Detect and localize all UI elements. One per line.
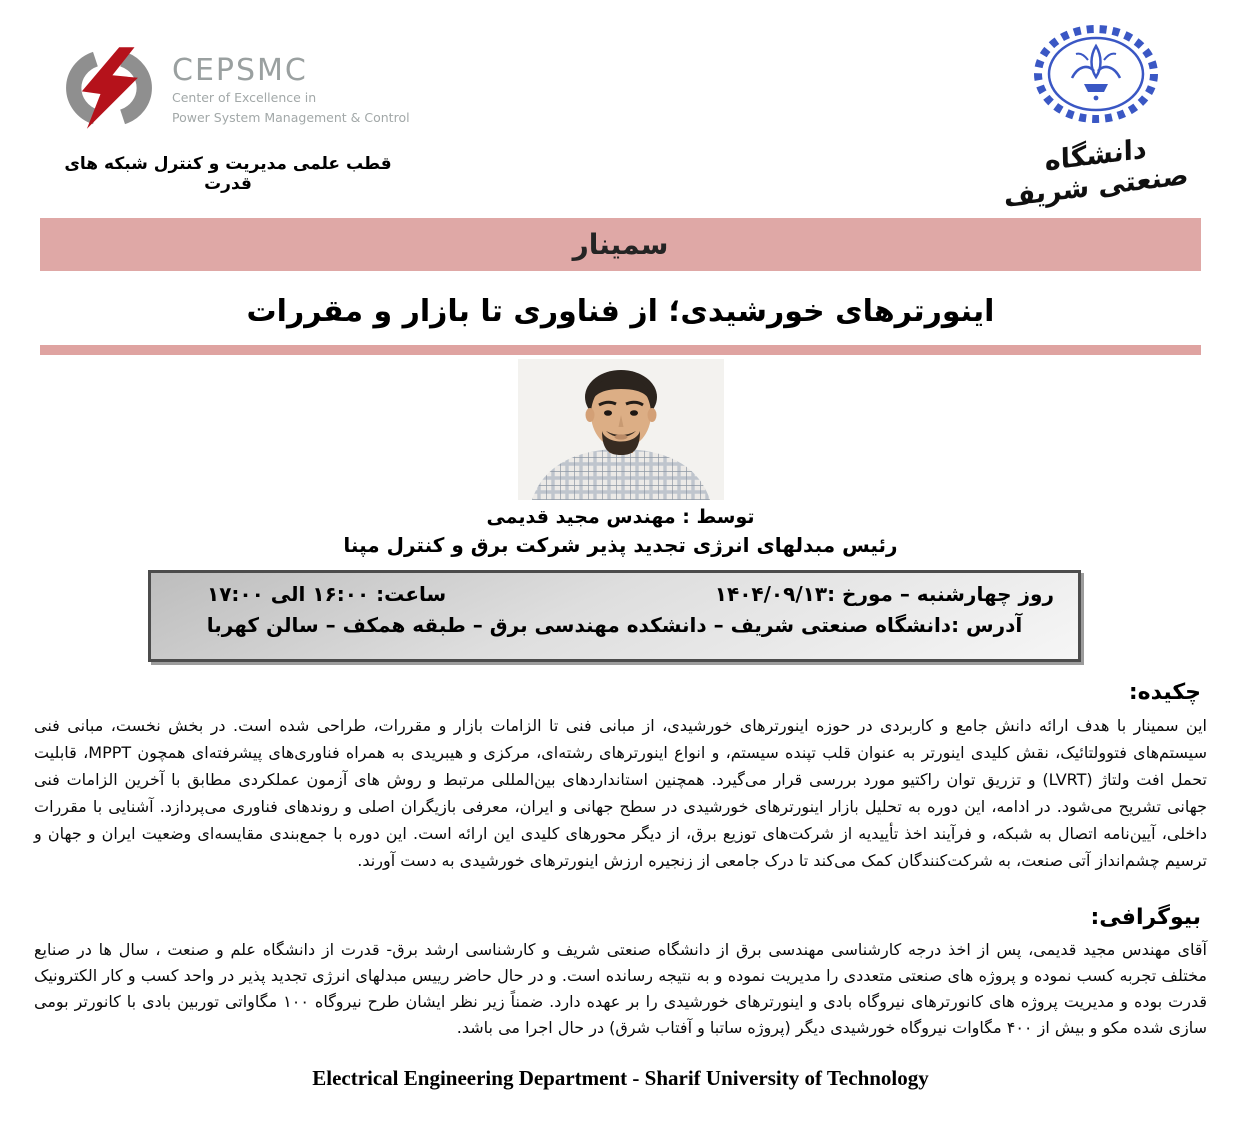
cepsmc-wordmark — [172, 40, 410, 125]
cepsmc-subtitle-line1: Center of Excellence in — [172, 90, 317, 105]
cepsmc-lightning-logo-icon — [58, 40, 160, 136]
speaker-role-line: رئیس مبدلهای انرژی تجدید پذیر شرکت برق و کنترل مپنا — [343, 533, 898, 557]
abstract-body: این سمینار با هدف ارائه دانش جامع و کاربردی در حوزه اینورترهای خورشیدی، از مبانی فنی تا الزامات بازار و مقررات، طراحی شده است. در بخش نخست، مبانی فنی سیستم‌های فتوولتائیک، نقش کلیدی اینورتر به عنوان قلب تپنده سیستم، و انواع اینورترهای رشته‌ای، مرکزی و هیبریدی به همراه فناوری‌های پیشرفته‌ای همچون MPPT، قابلیت تحمل افت ولتاژ (LVRT) و تزریق توان راکتیو مورد بررسی قرار می‌گیرد. همچنین استانداردهای بین‌المللی مرتبط و روش های آزمون عملکردی مطابق با آخرین الزامات فنی جهانی تشریح می‌شود. در ادامه، این دوره به تحلیل بازار اینورترهای خورشیدی در سطح جهانی و ایران، معرفی بازیگران اصلی و روندهای فناوری می‌پردازد. آشنایی با مقررات داخلی، آیین‌نامه اتصال به شبکه، و فرآیند اخذ تأییدیه از شرکت‌های توزیع برق، از دیگر محورهای کلیدی این ارائه است. این دوره با جمع‌بندی مقایسه‌ای وضعیت ایران و جهان و ترسیم چشم‌انداز آتی صنعت، به شرکت‌کنندگان کمک می‌کند تا درک جامعی از زنجیره ارزش اینورترهای خورشیدی به دست آورند. — [34, 716, 1208, 870]
cepsmc-persian-caption: قطب علمی مدیریت و کنترل شبکه های قدرت — [64, 154, 392, 194]
abstract-heading: چکیده: — [1128, 680, 1201, 705]
sharif-university-emblem-icon — [1028, 113, 1164, 132]
seminar-banner — [40, 218, 1201, 271]
speaker-portrait-photo — [518, 359, 724, 500]
event-info-box — [148, 570, 1081, 662]
title-underline-bar — [40, 345, 1201, 355]
speaker-by-line: توسط : مهندس مجید قدیمی — [486, 506, 755, 528]
event-date: روز چهارشنبه – مورخ :۱۴۰۴/۰۹/۱۳ — [714, 582, 1054, 606]
cepsmc-acronym: CEPSMC — [172, 53, 308, 88]
cepsmc-header — [58, 40, 418, 194]
sharif-header — [1001, 24, 1191, 214]
biography-heading: بیوگرافی: — [1090, 905, 1201, 930]
event-time: ساعت: ۱۶:۰۰ الی ۱۷:۰۰ — [207, 582, 447, 606]
biography-body: آقای مهندس مجید قدیمی، پس از اخذ درجه کارشناسی مهندسی برق از دانشگاه صنعتی شریف و کارشناسی ارشد برق- قدرت از دانشگاه علم و صنعت ، سال ها در صنایع مختلف تجربه کسب نموده و پروژه های صنعتی متعددی را مدیریت نموده و به نتیجه رسانده است. و در حال حاضر رییس مبدلهای انرژی تجدید پذیر در واحد کسب و کار الکترونیک قدرت بوده و مدیریت پروژه های کانورترهای نیروگاه بادی و اینورترهای خورشیدی را بر عهده دارد. ضمناً زیر نظر ایشان طرح نیروگاه ۱۰۰ مگاواتی توربین بادی با کانورتر بومی سازی شده مکو و بیش از ۴۰۰ مگاوات نیروگاه خورشیدی دیگر (پروژه ساتبا و آفتاب شرق) در حال اجرا می باشد. — [34, 940, 1208, 1037]
seminar-title: اینورترهای خورشیدی؛ از فناوری تا بازار و مقررات — [246, 294, 995, 329]
cepsmc-subtitle-line2: Power System Management & Control — [172, 109, 410, 125]
sharif-calligraphy: دانشگاه صنعتی شریف — [1003, 133, 1189, 214]
seminar-banner-label: سمینار — [572, 228, 669, 261]
footer-department-line: Electrical Engineering Department - Sharif University of Technology — [312, 1066, 929, 1090]
event-info-row-datetime — [171, 582, 1058, 606]
event-address: آدرس :دانشگاه صنعتی شریف – دانشکده مهندسی برق – طبقه همکف – سالن کهربا — [206, 613, 1023, 637]
